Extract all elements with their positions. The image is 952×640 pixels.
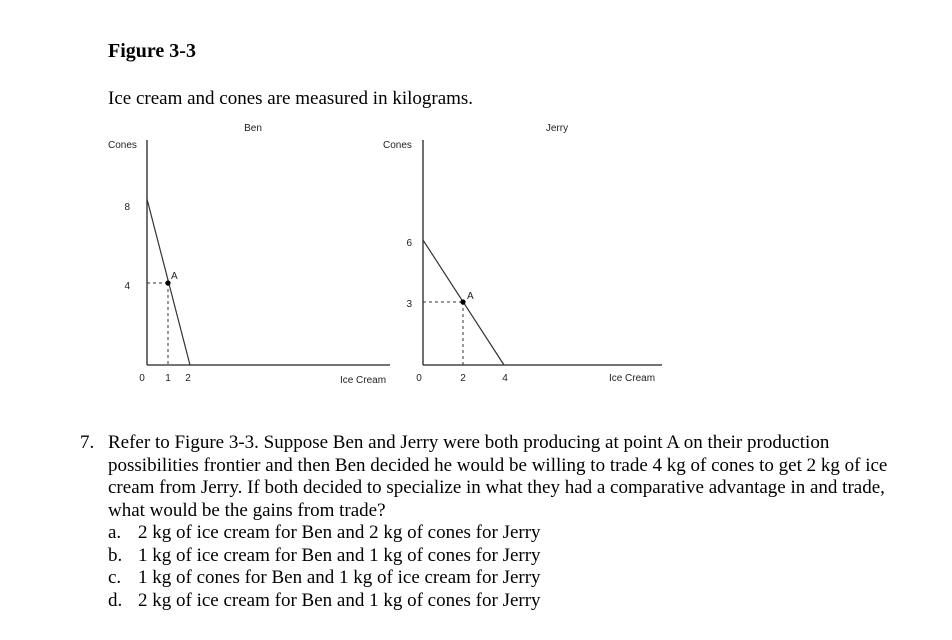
option-a — [108, 522, 920, 545]
jerry-point-a-label: A — [467, 291, 474, 302]
figure-caption: Ice cream and cones are measured in kilograms. — [108, 88, 474, 109]
ben-point-a-label: A — [171, 271, 178, 282]
jerry-y-tick-6: 6 — [406, 238, 412, 249]
ben-x-tick-2: 2 — [185, 373, 191, 384]
option-letter: b. — [108, 544, 123, 566]
answer-options — [108, 522, 920, 612]
jerry-chart — [383, 123, 662, 384]
jerry-y-axis-label: Cones — [383, 140, 412, 151]
option-letter: d. — [108, 589, 123, 611]
ben-chart-title: Ben — [244, 123, 262, 134]
jerry-chart-title: Jerry — [545, 123, 569, 134]
figure-title: Figure 3-3 — [108, 40, 196, 62]
jerry-x-axis-label: Ice Cream — [608, 373, 656, 384]
ben-x-tick-0: 0 — [139, 373, 145, 384]
option-letter: c. — [108, 567, 122, 588]
jerry-point-a — [460, 299, 465, 304]
ben-point-a — [165, 280, 170, 285]
ben-y-axis-label: Cones — [108, 140, 137, 151]
ben-y-tick-8: 8 — [124, 202, 130, 213]
question-number: 7. — [80, 432, 95, 453]
question-text: Refer to Figure 3-3. Suppose Ben and Jerry were both producing at point A on their production possibilities frontier and then Ben decided he would be willing to trade 4 kg of cones to get 2 kg of ice cream from Jerry. If both decided to specialize in what they had a comparative advantage in and trade, what would be the gains from trade? — [108, 432, 888, 521]
option-text: 2 kg of ice cream for Ben and 2 kg of cones for Jerry — [138, 522, 541, 543]
option-d — [108, 590, 920, 613]
ben-y-tick-4: 4 — [124, 281, 130, 292]
option-text: 2 kg of ice cream for Ben and 1 kg of cones for Jerry — [138, 589, 541, 611]
question-block — [70, 432, 920, 612]
option-text: 1 kg of ice cream for Ben and 1 kg of cones for Jerry — [138, 544, 541, 566]
ben-x-axis-label: Ice Cream — [339, 375, 387, 386]
jerry-x-tick-4: 4 — [502, 373, 508, 384]
option-text: 1 kg of cones for Ben and 1 kg of ice cream for Jerry — [138, 567, 541, 588]
ben-chart — [108, 123, 390, 386]
option-c — [108, 567, 920, 590]
jerry-x-tick-2: 2 — [460, 373, 466, 384]
jerry-y-tick-3: 3 — [406, 299, 412, 310]
option-letter: a. — [108, 522, 122, 543]
ben-x-tick-1: 1 — [165, 373, 171, 384]
jerry-x-tick-0: 0 — [416, 373, 422, 384]
option-b — [108, 545, 920, 568]
